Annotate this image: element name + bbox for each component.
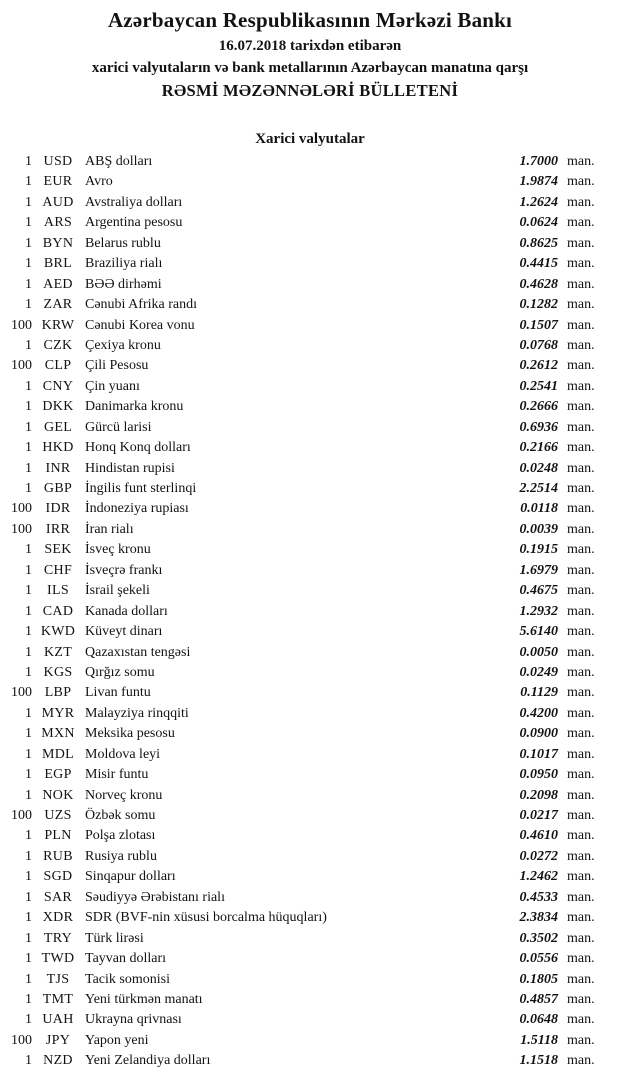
currency-name: Türk lirəsi xyxy=(85,930,144,946)
rate-value: 0.4610 xyxy=(519,828,558,844)
section-title-foreign-currencies: Xarici valyutalar xyxy=(255,131,365,147)
rate-quantity: 1 xyxy=(25,869,32,885)
rate-value: 0.4415 xyxy=(519,256,558,272)
rate-unit-label: man. xyxy=(567,419,595,435)
rate-quantity: 1 xyxy=(25,664,32,680)
currency-name: İsveç kronu xyxy=(85,542,151,558)
rate-row xyxy=(0,704,620,724)
rate-value: 0.2666 xyxy=(519,399,558,415)
rate-value: 0.0272 xyxy=(519,848,558,864)
rate-quantity: 100 xyxy=(11,521,32,537)
rate-value: 1.7000 xyxy=(519,154,558,169)
currency-name: Yapon yeni xyxy=(85,1032,149,1048)
rate-value: 0.1915 xyxy=(519,542,558,558)
rate-quantity: 1 xyxy=(25,460,32,476)
rate-quantity: 1 xyxy=(25,174,32,190)
currency-name: Çexiya kronu xyxy=(85,337,161,353)
rate-quantity: 1 xyxy=(25,235,32,251)
rate-unit-label: man. xyxy=(567,317,595,333)
rate-row xyxy=(0,213,620,233)
rate-quantity: 1 xyxy=(25,399,32,415)
rate-row xyxy=(0,724,620,744)
rate-quantity: 1 xyxy=(25,767,32,783)
rate-value: 0.0556 xyxy=(519,951,558,967)
currency-name: Qırğız somu xyxy=(85,664,155,680)
rate-row xyxy=(0,397,620,417)
currency-code: DKK xyxy=(42,399,74,415)
rate-quantity: 100 xyxy=(11,358,32,374)
rate-row xyxy=(0,622,620,642)
currency-code: AED xyxy=(43,276,73,292)
currency-name: Yeni türkmən manatı xyxy=(85,991,203,1007)
currency-name: Belarus rublu xyxy=(85,235,161,251)
rate-value: 0.1507 xyxy=(519,317,558,333)
rate-quantity: 1 xyxy=(25,337,32,353)
rate-value: 0.2612 xyxy=(519,358,558,374)
rate-value: 1.2624 xyxy=(519,194,558,210)
rate-row xyxy=(0,499,620,519)
currency-name: Avro xyxy=(85,174,113,190)
currency-name: Çili Pesosu xyxy=(85,358,149,374)
rate-value: 0.4628 xyxy=(519,276,558,292)
rate-value: 0.2541 xyxy=(519,378,558,394)
rate-row xyxy=(0,152,620,172)
currency-code: INR xyxy=(45,460,71,476)
currency-name: Braziliya rialı xyxy=(85,256,163,272)
currency-code: ARS xyxy=(43,215,73,231)
rate-row xyxy=(0,602,620,622)
currency-name: İndoneziya rupiası xyxy=(85,501,189,517)
currency-name: Səudiyyə Ərəbistanı rialı xyxy=(85,889,225,905)
rate-value: 1.6979 xyxy=(519,562,558,578)
currency-code: UAH xyxy=(42,1012,74,1028)
currency-code: NZD xyxy=(43,1053,73,1069)
rate-unit-label: man. xyxy=(567,971,595,987)
rate-row xyxy=(0,172,620,192)
currency-name: Argentina pesosu xyxy=(85,215,183,231)
rate-value: 2.2514 xyxy=(519,481,558,496)
rate-row xyxy=(0,1031,620,1051)
rate-value: 0.0648 xyxy=(519,1012,558,1028)
rate-row xyxy=(0,520,620,540)
rate-row xyxy=(0,663,620,683)
rate-unit-label: man. xyxy=(567,358,595,374)
rate-row xyxy=(0,581,620,601)
rate-unit-label: man. xyxy=(567,542,595,558)
currency-name: İsrail şekeli xyxy=(85,583,150,599)
currency-code: PLN xyxy=(44,828,72,844)
currency-name: Honq Konq dolları xyxy=(85,440,191,456)
currency-name: Qazaxıstan tengəsi xyxy=(85,644,191,660)
rate-value: 0.4533 xyxy=(519,889,558,905)
rate-unit-label: man. xyxy=(567,603,595,619)
rate-value: 5.6140 xyxy=(519,624,558,640)
rate-quantity: 1 xyxy=(25,1053,32,1069)
currency-name: Kanada dolları xyxy=(85,603,168,619)
currency-code: NOK xyxy=(42,787,74,803)
rate-row xyxy=(0,643,620,663)
rate-unit-label: man. xyxy=(567,1032,595,1048)
rate-unit-label: man. xyxy=(567,685,595,701)
rate-unit-label: man. xyxy=(567,194,595,210)
rate-row xyxy=(0,193,620,213)
rate-quantity: 1 xyxy=(25,644,32,660)
rate-unit-label: man. xyxy=(567,624,595,640)
rate-unit-label: man. xyxy=(567,910,595,926)
currency-code: CZK xyxy=(43,337,73,353)
rate-quantity: 1 xyxy=(25,297,32,313)
rate-unit-label: man. xyxy=(567,174,595,190)
rate-row xyxy=(0,765,620,785)
rate-unit-label: man. xyxy=(567,1053,595,1069)
rate-unit-label: man. xyxy=(567,828,595,844)
rate-unit-label: man. xyxy=(567,848,595,864)
rate-row xyxy=(0,459,620,479)
currency-code: MDL xyxy=(41,746,74,762)
currency-code: SGD xyxy=(43,869,73,885)
rate-unit-label: man. xyxy=(567,256,595,272)
rate-value: 0.4675 xyxy=(519,583,558,599)
bank-title: Azərbaycan Respublikasının Mərkəzi Bankı xyxy=(107,8,513,32)
currency-code: CLP xyxy=(44,358,72,374)
rate-row xyxy=(0,561,620,581)
rate-value: 0.0039 xyxy=(519,521,558,537)
currency-name: Rusiya rublu xyxy=(85,848,157,864)
bulletin-header xyxy=(0,5,620,103)
rate-value: 0.0768 xyxy=(519,337,558,353)
rate-unit-label: man. xyxy=(567,501,595,517)
currency-code: JPY xyxy=(45,1032,71,1048)
rate-row xyxy=(0,949,620,969)
rate-row xyxy=(0,929,620,949)
currency-code: UZS xyxy=(44,808,72,823)
currency-name: Livan funtu xyxy=(85,685,151,701)
rate-value: 0.4857 xyxy=(519,991,558,1007)
rate-quantity: 1 xyxy=(25,256,32,272)
rate-row xyxy=(0,275,620,295)
rate-quantity: 1 xyxy=(25,542,32,558)
currency-name: İsveçrə frankı xyxy=(85,562,163,578)
rate-quantity: 1 xyxy=(25,746,32,762)
rate-unit-label: man. xyxy=(567,481,595,496)
rate-value: 0.1805 xyxy=(519,971,558,987)
currency-code: RUB xyxy=(43,848,73,864)
rate-value: 0.2166 xyxy=(519,440,558,456)
rate-value: 0.0248 xyxy=(519,460,558,476)
currency-code: IDR xyxy=(45,501,71,517)
currency-code: BRL xyxy=(43,256,73,272)
rate-value: 1.2932 xyxy=(519,603,558,619)
rate-unit-label: man. xyxy=(567,460,595,476)
currency-code: KRW xyxy=(41,317,75,333)
rate-quantity: 1 xyxy=(25,562,32,578)
rate-unit-label: man. xyxy=(567,235,595,251)
rate-quantity: 1 xyxy=(25,848,32,864)
rate-quantity: 1 xyxy=(25,910,32,926)
rate-quantity: 1 xyxy=(25,603,32,619)
currency-code: GEL xyxy=(43,419,73,435)
rate-row xyxy=(0,847,620,867)
rate-value: 1.9874 xyxy=(519,174,558,190)
rate-quantity: 1 xyxy=(25,440,32,456)
currency-code: USD xyxy=(43,154,73,169)
rate-quantity: 100 xyxy=(11,808,32,823)
rate-value: 2.3834 xyxy=(519,910,558,926)
rate-quantity: 100 xyxy=(11,685,32,701)
rate-quantity: 1 xyxy=(25,481,32,496)
currency-name: Danimarka kronu xyxy=(85,399,184,415)
currency-name: Cənubi Afrika randı xyxy=(85,297,197,313)
currency-name: BƏƏ dirhəmi xyxy=(85,276,162,292)
rate-unit-label: man. xyxy=(567,1012,595,1028)
currency-name: Çin yuanı xyxy=(85,378,140,394)
currency-code: AUD xyxy=(42,194,74,210)
currency-name: Özbək somu xyxy=(85,808,156,823)
rate-quantity: 1 xyxy=(25,951,32,967)
rate-quantity: 1 xyxy=(25,154,32,169)
rate-unit-label: man. xyxy=(567,746,595,762)
rate-row xyxy=(0,908,620,928)
rate-value: 0.0217 xyxy=(519,808,558,823)
rate-unit-label: man. xyxy=(567,889,595,905)
currency-code: TMT xyxy=(42,991,74,1007)
currency-code: EGP xyxy=(44,767,72,783)
currency-code: ZAR xyxy=(43,297,73,313)
rate-row xyxy=(0,438,620,458)
rate-quantity: 1 xyxy=(25,215,32,231)
rate-quantity: 1 xyxy=(25,828,32,844)
rate-unit-label: man. xyxy=(567,644,595,660)
rate-unit-label: man. xyxy=(567,787,595,803)
currency-code: ILS xyxy=(47,583,69,599)
rate-row xyxy=(0,745,620,765)
currency-name: Küveyt dinarı xyxy=(85,624,163,640)
currency-code: KZT xyxy=(43,644,73,660)
rate-quantity: 1 xyxy=(25,276,32,292)
rate-quantity: 1 xyxy=(25,583,32,599)
rate-row xyxy=(0,295,620,315)
currency-name: Misir funtu xyxy=(85,767,149,783)
currency-code: IRR xyxy=(45,521,71,537)
rate-unit-label: man. xyxy=(567,664,595,680)
rate-value: 0.2098 xyxy=(519,787,558,803)
rate-value: 1.1518 xyxy=(519,1053,558,1069)
effective-date-line: 16.07.2018 tarixdən etibarən xyxy=(218,38,402,54)
rate-row xyxy=(0,867,620,887)
currency-code: GBP xyxy=(43,481,73,496)
rate-row xyxy=(0,806,620,826)
currency-code: TWD xyxy=(41,951,75,967)
rate-row xyxy=(0,888,620,908)
rate-unit-label: man. xyxy=(567,297,595,313)
currency-code: XDR xyxy=(42,910,74,926)
rate-unit-label: man. xyxy=(567,869,595,885)
rate-unit-label: man. xyxy=(567,991,595,1007)
currency-code: KWD xyxy=(40,624,76,640)
rate-unit-label: man. xyxy=(567,337,595,353)
rate-quantity: 100 xyxy=(11,1032,32,1048)
currency-code: CAD xyxy=(42,603,74,619)
rate-quantity: 1 xyxy=(25,624,32,640)
currency-name: İngilis funt sterlinqi xyxy=(85,481,197,496)
rate-row xyxy=(0,479,620,499)
currency-code: TRY xyxy=(43,930,73,946)
rate-row xyxy=(0,316,620,336)
rate-unit-label: man. xyxy=(567,521,595,537)
rate-value: 0.0950 xyxy=(519,767,558,783)
rate-value: 1.5118 xyxy=(520,1032,558,1048)
bulletin-subtitle: xarici valyutaların və bank metallarının Azərbaycan manatına qarşı xyxy=(91,60,529,76)
rate-row xyxy=(0,254,620,274)
rate-quantity: 1 xyxy=(25,194,32,210)
rate-value: 0.4200 xyxy=(519,705,558,721)
rate-quantity: 1 xyxy=(25,726,32,742)
currency-code: CHF xyxy=(43,562,73,578)
currency-name: Norveç kronu xyxy=(85,787,163,803)
currency-name: SDR (BVF-nin xüsusi borcalma hüquqları) xyxy=(85,910,327,926)
rate-row xyxy=(0,970,620,990)
currency-name: İran rialı xyxy=(85,521,134,537)
rate-unit-label: man. xyxy=(567,951,595,967)
rate-value: 0.6936 xyxy=(519,419,558,435)
rate-value: 0.1282 xyxy=(519,297,558,313)
currency-name: Gürcü larisi xyxy=(85,419,152,435)
rate-value: 0.0050 xyxy=(519,644,558,660)
rate-row xyxy=(0,826,620,846)
rate-row xyxy=(0,234,620,254)
currency-code: SAR xyxy=(43,889,73,905)
rate-value: 0.8625 xyxy=(519,235,558,251)
currency-name: Ukrayna qrivnası xyxy=(85,1012,182,1028)
currency-name: Polşa zlotası xyxy=(85,828,156,844)
currency-name: Malayziya rinqqiti xyxy=(85,705,189,721)
currency-code: SEK xyxy=(44,542,72,558)
currency-name: Moldova leyi xyxy=(85,746,161,762)
rate-row xyxy=(0,540,620,560)
currency-code: LBP xyxy=(44,685,72,701)
rate-value: 0.1017 xyxy=(519,746,558,762)
rate-unit-label: man. xyxy=(567,154,595,169)
rate-unit-label: man. xyxy=(567,726,595,742)
rate-value: 0.1129 xyxy=(520,685,558,701)
rate-unit-label: man. xyxy=(567,399,595,415)
rate-unit-label: man. xyxy=(567,276,595,292)
currency-name: Avstraliya dolları xyxy=(85,194,183,210)
rate-value: 0.0624 xyxy=(519,215,558,231)
rate-row xyxy=(0,1010,620,1030)
rate-quantity: 1 xyxy=(25,787,32,803)
rate-quantity: 1 xyxy=(25,889,32,905)
rate-quantity: 1 xyxy=(25,419,32,435)
rate-quantity: 1 xyxy=(25,930,32,946)
rate-unit-label: man. xyxy=(567,378,595,394)
rate-unit-label: man. xyxy=(567,767,595,783)
currency-name: Sinqapur dolları xyxy=(85,869,176,885)
rate-unit-label: man. xyxy=(567,562,595,578)
rate-row xyxy=(0,336,620,356)
currency-code: MYR xyxy=(41,705,75,721)
rate-unit-label: man. xyxy=(567,808,595,823)
rate-value: 0.0249 xyxy=(519,664,558,680)
rate-quantity: 100 xyxy=(11,317,32,333)
rate-row xyxy=(0,1051,620,1071)
rate-row xyxy=(0,683,620,703)
exchange-rates-table xyxy=(0,152,620,1072)
currency-name: Tacik somonisi xyxy=(85,971,170,987)
rate-quantity: 1 xyxy=(25,971,32,987)
rate-quantity: 1 xyxy=(25,991,32,1007)
rate-value: 0.3502 xyxy=(519,930,558,946)
rate-value: 0.0118 xyxy=(520,501,558,517)
rate-unit-label: man. xyxy=(567,583,595,599)
rate-row xyxy=(0,377,620,397)
rate-quantity: 100 xyxy=(11,501,32,517)
currency-code: CNY xyxy=(42,378,74,394)
currency-name: Hindistan rupisi xyxy=(85,460,175,476)
currency-name: ABŞ dolları xyxy=(85,154,153,169)
currency-code: MXN xyxy=(41,726,75,742)
currency-code: KGS xyxy=(43,664,73,680)
rate-value: 1.2462 xyxy=(519,869,558,885)
rate-unit-label: man. xyxy=(567,705,595,721)
rate-unit-label: man. xyxy=(567,930,595,946)
rate-unit-label: man. xyxy=(567,440,595,456)
rate-row xyxy=(0,990,620,1010)
rate-unit-label: man. xyxy=(567,215,595,231)
rate-quantity: 1 xyxy=(25,378,32,394)
rate-quantity: 1 xyxy=(25,1012,32,1028)
bulletin-title: RƏSMİ MƏZƏNNƏLƏRİ BÜLLETENİ xyxy=(161,81,459,100)
currency-code: HKD xyxy=(42,440,74,456)
currency-name: Tayvan dolları xyxy=(85,951,167,967)
currency-code: EUR xyxy=(43,174,73,190)
rate-value: 0.0900 xyxy=(519,726,558,742)
rate-row xyxy=(0,356,620,376)
currency-code: TJS xyxy=(46,971,70,987)
rate-quantity: 1 xyxy=(25,705,32,721)
rate-row xyxy=(0,418,620,438)
currency-code: BYN xyxy=(42,235,74,251)
currency-name: Yeni Zelandiya dolları xyxy=(85,1053,211,1069)
currency-name: Cənubi Korea vonu xyxy=(85,317,195,333)
currency-name: Meksika pesosu xyxy=(85,726,175,742)
rate-row xyxy=(0,786,620,806)
